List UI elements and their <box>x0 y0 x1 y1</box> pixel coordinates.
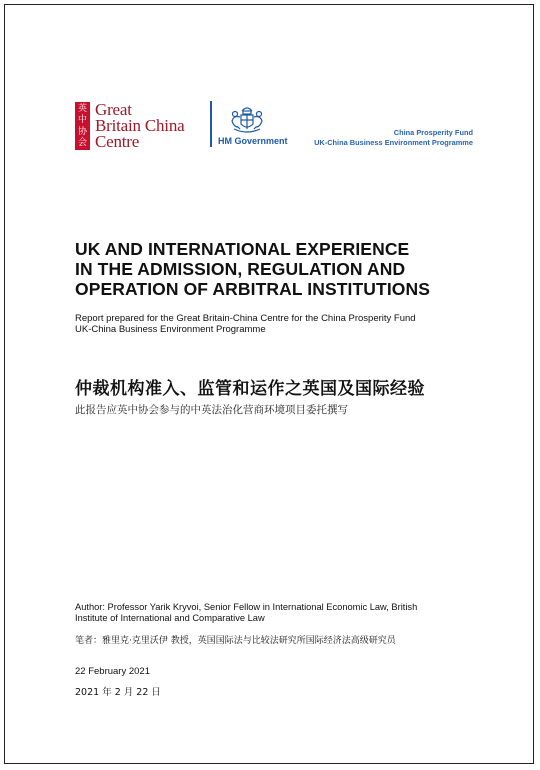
report-line: Report prepared for the Great Britain-China Centre for the China Prosperity Fund <box>75 313 416 324</box>
cpf-line: UK-China Business Environment Programme <box>314 138 473 147</box>
report-subtitle <box>75 313 495 335</box>
cpf-logo <box>314 128 473 148</box>
title-line: UK AND INTERNATIONAL EXPERIENCE <box>75 239 410 259</box>
author-line: Author: Professor Yarik Kryvoi, Senior Fellow in International Economic Law, British <box>75 602 418 612</box>
author-credit <box>75 602 475 624</box>
document-page <box>4 4 534 764</box>
seal-char: 协 <box>77 126 87 137</box>
royal-crest-icon <box>226 101 268 135</box>
report-line: UK-China Business Environment Programme <box>75 324 266 335</box>
gbcc-line: Great <box>95 100 132 119</box>
author-line: Institute of International and Comparative Law <box>75 613 265 623</box>
hmg-divider <box>210 101 212 147</box>
seal-char: 中 <box>77 115 87 126</box>
gbcc-line: Britain China <box>95 116 185 135</box>
gbcc-line: Centre <box>95 132 140 151</box>
chinese-subtitle: 此报告应英中协会参与的中英法治化营商环境项目委托撰写 <box>75 404 348 416</box>
gbcc-seal <box>75 102 90 150</box>
cpf-line: China Prosperity Fund <box>393 128 473 137</box>
report-title <box>75 239 495 299</box>
title-line: OPERATION OF ARBITRAL INSTITUTIONS <box>75 279 431 299</box>
hm-government-logo <box>210 101 300 151</box>
chinese-title: 仲裁机构准入、监管和运作之英国及国际经验 <box>75 379 425 399</box>
gbcc-logo <box>75 102 184 150</box>
gbcc-wordmark <box>95 102 184 150</box>
hmg-label: HM Government <box>218 136 288 146</box>
title-line: IN THE ADMISSION, REGULATION AND <box>75 259 406 279</box>
publication-date: 22 February 2021 <box>75 666 150 677</box>
seal-char: 会 <box>77 138 87 149</box>
publication-date-chinese: 2021 年 2 月 22 日 <box>75 687 161 698</box>
seal-char: 英 <box>77 103 87 114</box>
author-credit-chinese: 笔者：雅里克·克里沃伊 教授，英国国际法与比较法研究所国际经济法高级研究员 <box>75 636 396 646</box>
